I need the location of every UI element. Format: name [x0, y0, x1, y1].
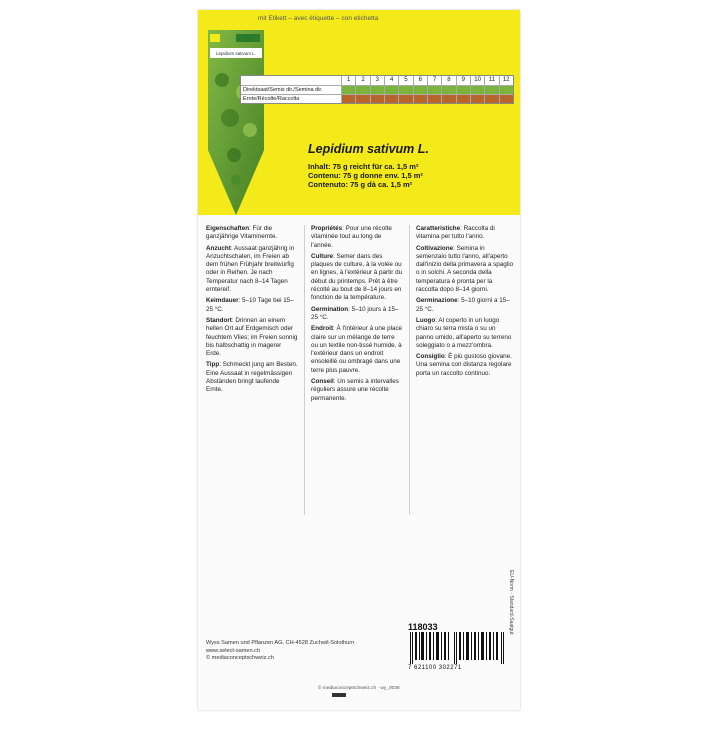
month-3: 3 — [370, 76, 384, 85]
month-9: 9 — [456, 76, 470, 85]
harvest-label: Ernte/Récolte/Raccolta — [241, 94, 341, 103]
column-divider — [304, 225, 305, 515]
it-paragraph: Consiglio: È più gustoso giovane. Una semina con distanza regolare porta un raccolto continuo. — [416, 353, 512, 377]
month-5: 5 — [398, 76, 412, 85]
credit-logo — [332, 693, 346, 697]
it-paragraph: Luogo: Al coperto in un luogo chiaro su terra mista o su un panno umido, all'aperto su terreno soleggiato o a mezz'ombra. — [416, 316, 512, 349]
label-note: mit Etikett – avec étiquette – con etichetta — [258, 15, 379, 22]
seed-packet-back — [198, 10, 520, 710]
fr-paragraph: Propriétés: Pour une récolte vitaminée tout au long de l'année. — [311, 225, 392, 249]
month-4: 4 — [384, 76, 398, 85]
column-divider — [409, 225, 410, 515]
month-12: 12 — [499, 76, 513, 85]
month-8: 8 — [441, 76, 455, 85]
company-website: www.select-samen.ch — [206, 647, 261, 654]
credit-line: © mediaconceptschweiz.ch · wy_0036 — [318, 686, 400, 691]
month-2: 2 — [355, 76, 369, 85]
quantity-it: Contenuto: 75 g dà ca. 1,5 m² — [308, 180, 413, 189]
de-paragraph: Standort: Drinnen an einem hellen Ort auf Erdgemisch oder feuchtem Vlies; im Freien sonnig bis halbschattig in magerer Erde. — [206, 316, 298, 358]
column-italian — [416, 225, 514, 381]
product-title-block — [308, 142, 508, 189]
month-1: 1 — [341, 76, 355, 85]
it-paragraph: Germinazione: 5–10 giorni a 15–25 °C. — [416, 297, 510, 313]
fr-paragraph: Germination: 5–10 jours à 15–25 °C. — [311, 305, 399, 321]
month-7: 7 — [427, 76, 441, 85]
company-info — [206, 640, 354, 663]
month-10: 10 — [470, 76, 484, 85]
de-paragraph: Anzucht: Aussaat ganzjährig in Anzuchtschalen, im Freien ab dem frühen Frühjahr breitwürfig oder in Reihen. Je nach Temperatur nach 8–14 Tagen erntereif. — [206, 244, 295, 294]
fr-paragraph: Conseil: Un semis à intervalles réguliers assure une récolte permanente. — [311, 378, 399, 402]
column-french — [311, 225, 403, 406]
fr-paragraph: Culture: Semer dans des plaques de culture, à la volée ou en lignes, à l'extérieur à partir du début du printemps. Prêt à être récolté au bout de 8–14 jours en fonction de la température. — [311, 252, 403, 302]
month-11: 11 — [484, 76, 498, 85]
quantity-fr: Contenu: 75 g donne env. 1,5 m² — [308, 171, 423, 180]
company-address: Wyss Samen und Pflanzen AG, CH-4528 Zuchwil-Solothurn — [206, 640, 355, 646]
article-number: 118033 — [408, 622, 438, 632]
side-note: EU-Norm · Standard-Saatgut — [508, 570, 514, 635]
fr-paragraph: Endroit: À l'intérieur à une place claire sur un mélange de terre ou un textile non-tissé humide, à l'extérieur dans un endroit ensoleillé ou ombragé dans une terre plus pauvre. — [311, 325, 403, 374]
column-german — [206, 225, 298, 398]
product-photo — [206, 30, 266, 215]
de-paragraph: Tipp: Schmeckt jung am Besten. Eine Aussaat in regelmässigen Abständen bringt laufende Ernte. — [206, 361, 298, 394]
yellow-header — [198, 10, 520, 215]
de-paragraph: Eigenschaften: Für die ganzjährige Vitaminernte. — [206, 225, 278, 241]
month-6: 6 — [413, 76, 427, 85]
company-copyright: © mediaconceptschweiz.ch — [206, 655, 274, 661]
de-paragraph: Keimdauer: 5–10 Tage bei 15–25 °C. — [206, 297, 294, 313]
sowing-calendar — [240, 75, 514, 104]
svg-text:Lepidium sativum L.: Lepidium sativum L. — [215, 51, 257, 56]
barcode-number: 7 621100 302271 — [408, 665, 462, 671]
sow-label: Direktsaat/Semis dir./Semina dir. — [241, 85, 341, 94]
barcode — [408, 632, 508, 664]
species-name: Lepidium sativum L. — [308, 142, 429, 156]
it-paragraph: Caratteristiche: Raccolta di vitamina per tutto l'anno. — [416, 225, 495, 241]
quantity-de: Inhalt: 75 g reicht für ca. 1,5 m² — [308, 162, 419, 171]
it-paragraph: Coltivazione: Semina in semenzaio tutto l'anno, all'aperto dall'inizio della primavera a spaglio o in solchi. A seconda della temperatura è pronta per la raccolta dopo 8–14 giorni. — [416, 244, 514, 294]
